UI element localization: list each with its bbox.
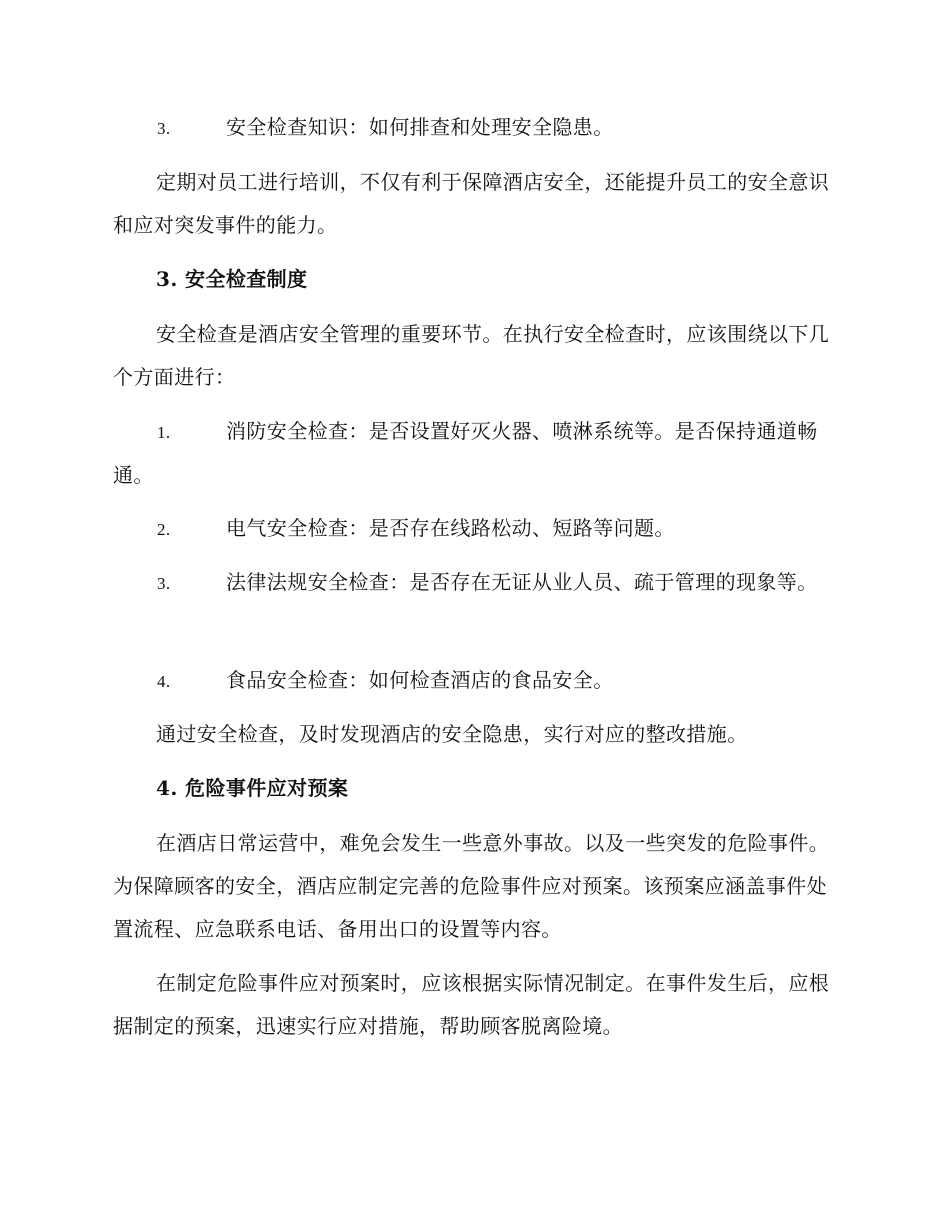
list-item [113, 659, 838, 703]
paragraph: 在制定危险事件应对预案时，应该根据实际情况制定。在事件发生后，应根据制定的预案，迅速实行应对措施，帮助顾客脱离险境。 [113, 971, 830, 1038]
paragraph: 在酒店日常运营中，难免会发生一些意外事故。以及一些突发的危险事件。为保障顾客的安全，酒店应制定完善的危险事件应对预案。该预案应涵盖事件处置流程、应急联系电话、备用出口的设置等内容。 [113, 831, 830, 941]
list-item [113, 507, 838, 551]
list-number: 3. [157, 119, 171, 138]
list-item-text: 法律法规安全检查：是否存在无证从业人员、疏于管理的现象等。 [226, 570, 818, 594]
list-item [113, 410, 838, 497]
list-number: 2. [157, 520, 171, 539]
list-item [113, 106, 838, 150]
paragraph: 安全检查是酒店安全管理的重要环节。在执行安全检查时，应该围绕以下几个方面进行： [113, 322, 830, 389]
section-heading: 4. 危险事件应对预案 [156, 776, 349, 800]
list-item-text: 电气安全检查：是否存在线路松动、短路等问题。 [226, 516, 675, 540]
list-number: 1. [157, 423, 171, 442]
list-number: 3. [157, 574, 171, 593]
list-item-text: 消防安全检查：是否设置好灭火器、喷淋系统等。是否保持通道畅通。 [113, 419, 818, 487]
paragraph: 定期对员工进行培训，不仅有利于保障酒店安全，还能提升员工的安全意识和应对突发事件的能力。 [113, 170, 830, 237]
list-item-text: 食品安全检查：如何检查酒店的食品安全。 [226, 668, 614, 692]
list-number: 4. [157, 672, 171, 691]
paragraph: 通过安全检查，及时发现酒店的安全隐患，实行对应的整改措施。 [156, 722, 748, 746]
section-heading: 3. 安全检查制度 [156, 267, 308, 291]
list-item [113, 561, 838, 605]
list-item-text: 安全检查知识：如何排查和处理安全隐患。 [226, 115, 614, 139]
